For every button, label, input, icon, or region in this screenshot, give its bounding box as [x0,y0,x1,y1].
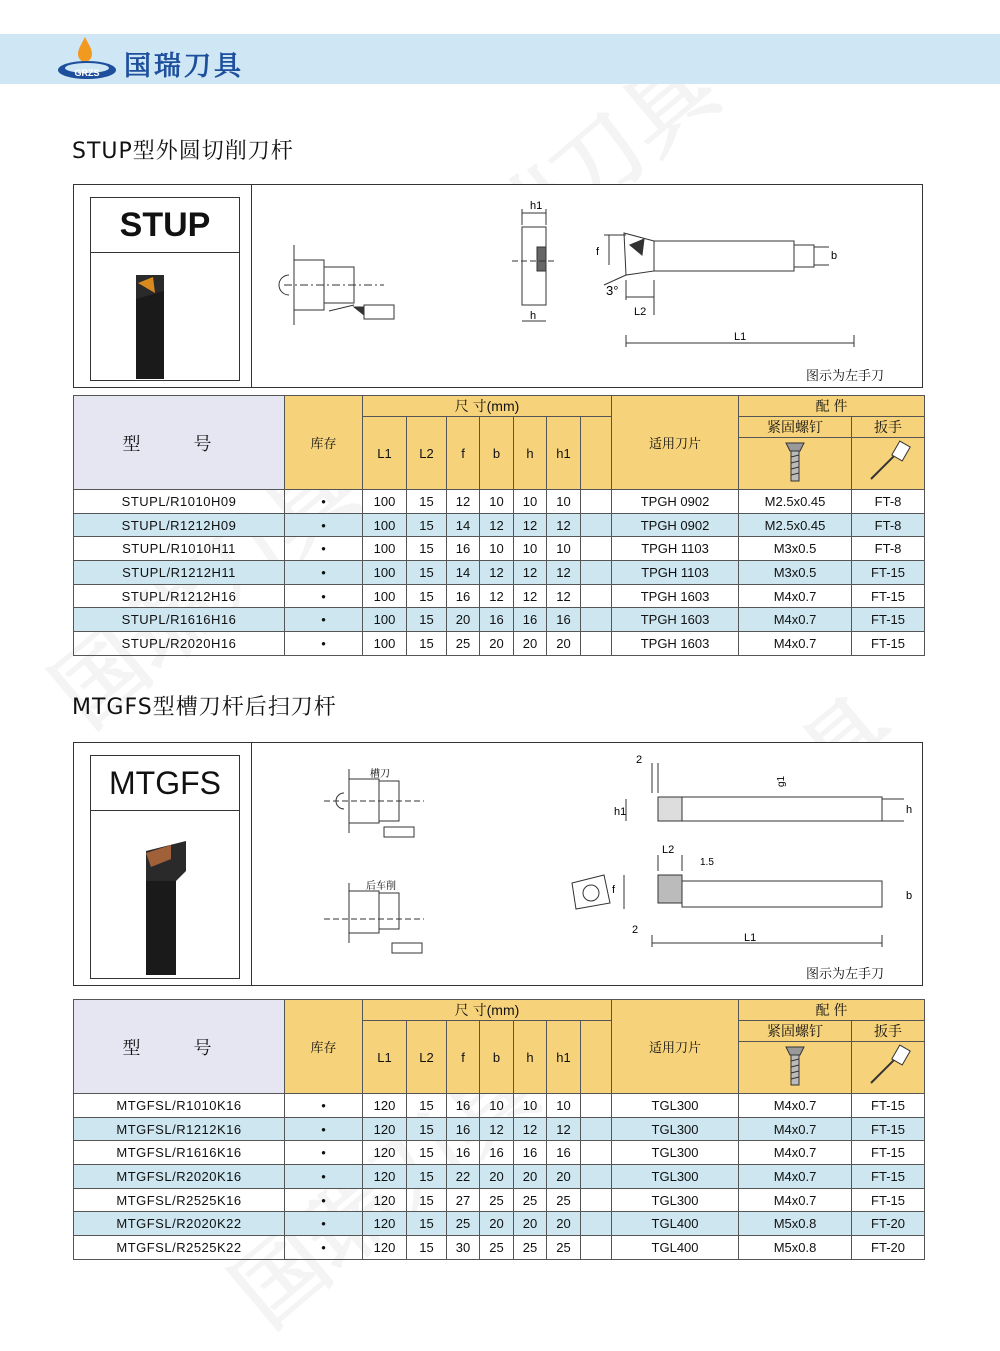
blank-cell [581,608,612,632]
parts-header: 配 件 [739,1000,925,1021]
cell-stock: • [285,1165,363,1189]
cell-wrench: FT-15 [852,1117,925,1141]
cell-stock: • [285,1141,363,1165]
col-b: b [480,417,514,490]
cell-b: 25 [480,1236,514,1260]
cell-l2: 15 [407,584,447,608]
cell-wrench: FT-15 [852,632,925,656]
svg-text:槽刀: 槽刀 [370,769,390,780]
cell-f: 16 [447,584,480,608]
cell-wrench: FT-15 [852,561,925,585]
col-l1: L1 [363,417,407,490]
cell-l1: 100 [363,584,407,608]
cell-f: 30 [447,1236,480,1260]
cell-h: 20 [514,1212,547,1236]
cell-insert: TPGH 0902 [612,513,739,537]
cell-screw: M3x0.5 [739,537,852,561]
col-h: h [514,1021,547,1094]
cell-screw: M5x0.8 [739,1212,852,1236]
cell-f: 14 [447,561,480,585]
company-logo [56,35,118,81]
cell-screw: M4x0.7 [739,1141,852,1165]
cell-screw: M2.5x0.45 [739,513,852,537]
col-l2: L2 [407,417,447,490]
cell-wrench: FT-15 [852,1141,925,1165]
size-header: 尺 寸(mm) [363,1000,612,1021]
cell-insert: TGL400 [612,1236,739,1260]
cell-f: 25 [447,1212,480,1236]
col-f: f [447,1021,480,1094]
cell-b: 20 [480,1212,514,1236]
mtgfs-name: MTGFS [91,756,239,811]
svg-text:GRZS: GRZS [74,68,100,78]
cell-b: 16 [480,608,514,632]
screw-header: 紧固螺钉 [739,1021,852,1042]
cell-stock: • [285,561,363,585]
cell-b: 12 [480,584,514,608]
svg-text:L2: L2 [662,844,675,856]
col-blank [581,1021,612,1094]
cell-wrench: FT-20 [852,1236,925,1260]
table-row [74,1165,925,1189]
svg-text:L1: L1 [744,932,757,944]
cell-wrench: FT-15 [852,608,925,632]
blank-cell [581,1236,612,1260]
cell-l2: 15 [407,537,447,561]
model-header: 型 号 [74,1000,285,1094]
cell-h1: 20 [547,1212,581,1236]
blank-cell [581,1117,612,1141]
cell-model: STUPL/R2020H16 [74,632,285,656]
svg-text:3°: 3° [606,283,619,298]
cell-insert: TPGH 1103 [612,561,739,585]
cell-l1: 120 [363,1212,407,1236]
svg-text:L2: L2 [634,306,647,318]
wrench-header: 扳手 [852,1021,925,1042]
cell-l2: 15 [407,513,447,537]
cell-model: MTGFSL/R1010K16 [74,1094,285,1118]
cell-h: 16 [514,608,547,632]
cell-wrench: FT-8 [852,513,925,537]
cell-insert: TPGH 1603 [612,608,739,632]
col-l2: L2 [407,1021,447,1094]
cell-l1: 100 [363,490,407,514]
cell-h: 12 [514,1117,547,1141]
table-row [74,608,925,632]
cell-stock: • [285,537,363,561]
wrench-icon-cell [852,1042,925,1094]
cell-f: 16 [447,1141,480,1165]
cell-screw: M4x0.7 [739,608,852,632]
cell-l2: 15 [407,1188,447,1212]
cell-l1: 100 [363,608,407,632]
cell-b: 10 [480,537,514,561]
cell-insert: TGL400 [612,1212,739,1236]
blank-cell [581,1188,612,1212]
col-h1: h1 [547,1021,581,1094]
cell-h1: 12 [547,1117,581,1141]
col-h: h [514,417,547,490]
table-row [74,1236,925,1260]
cell-insert: TGL300 [612,1094,739,1118]
cell-l2: 15 [407,632,447,656]
cell-model: MTGFSL/R2525K22 [74,1236,285,1260]
cell-b: 25 [480,1188,514,1212]
cell-stock: • [285,490,363,514]
table-row [74,1212,925,1236]
stup-figure-box [73,184,923,388]
cell-l2: 15 [407,1212,447,1236]
cell-wrench: FT-20 [852,1212,925,1236]
cell-f: 25 [447,632,480,656]
stup-name: STUP [91,198,239,253]
model-header: 型 号 [74,396,285,490]
cell-insert: TPGH 1603 [612,584,739,608]
cell-f: 20 [447,608,480,632]
wrench-header: 扳手 [852,417,925,438]
cell-l1: 120 [363,1141,407,1165]
cell-screw: M4x0.7 [739,1117,852,1141]
cell-l1: 120 [363,1094,407,1118]
cell-l2: 15 [407,1236,447,1260]
cell-stock: • [285,1117,363,1141]
col-h1: h1 [547,417,581,490]
cell-l1: 120 [363,1117,407,1141]
cell-b: 16 [480,1141,514,1165]
stup-spec-table [73,395,925,656]
svg-text:h1: h1 [614,806,627,818]
svg-text:2: 2 [636,754,643,766]
cell-b: 10 [480,1094,514,1118]
cell-model: STUPL/R1212H16 [74,584,285,608]
table-row [74,1188,925,1212]
cell-insert: TGL300 [612,1188,739,1212]
cell-stock: • [285,513,363,537]
cell-f: 16 [447,1117,480,1141]
parts-header: 配 件 [739,396,925,417]
blank-cell [581,513,612,537]
blank-cell [581,1212,612,1236]
cell-model: STUPL/R1212H11 [74,561,285,585]
cell-l1: 100 [363,513,407,537]
cell-b: 20 [480,1165,514,1189]
mtgfs-caption: 图示为左手刀 [805,967,884,982]
blank-cell [581,561,612,585]
table-row [74,561,925,585]
cell-h1: 25 [547,1188,581,1212]
cell-f: 16 [447,537,480,561]
cell-l1: 100 [363,537,407,561]
cell-h1: 10 [547,1094,581,1118]
cell-h1: 16 [547,608,581,632]
cell-h: 10 [514,537,547,561]
table-row [74,632,925,656]
cell-b: 12 [480,1117,514,1141]
svg-text:b: b [831,250,838,262]
col-l1: L1 [363,1021,407,1094]
cell-l2: 15 [407,561,447,585]
cell-insert: TGL300 [612,1117,739,1141]
table-row [74,1141,925,1165]
cell-h: 12 [514,561,547,585]
screw-icon-cell [739,1042,852,1094]
cell-l1: 120 [363,1188,407,1212]
cell-wrench: FT-15 [852,1188,925,1212]
insert-header: 适用刀片 [612,1000,739,1094]
cell-model: MTGFSL/R1616K16 [74,1141,285,1165]
table-row [74,490,925,514]
blank-cell [581,1141,612,1165]
cell-screw: M4x0.7 [739,1188,852,1212]
mtgfs-spec-table [73,999,925,1260]
col-f: f [447,417,480,490]
insert-header: 适用刀片 [612,396,739,490]
mtgfs-divider [251,743,252,985]
svg-text:f: f [596,246,600,258]
blank-cell [581,1165,612,1189]
cell-stock: • [285,584,363,608]
cell-wrench: FT-15 [852,1094,925,1118]
cell-l1: 100 [363,561,407,585]
col-b: b [480,1021,514,1094]
cell-f: 14 [447,513,480,537]
blank-cell [581,490,612,514]
cell-h1: 20 [547,632,581,656]
svg-text:2: 2 [632,924,639,936]
cell-h: 25 [514,1188,547,1212]
cell-screw: M4x0.7 [739,1094,852,1118]
cell-screw: M4x0.7 [739,1165,852,1189]
table-row [74,513,925,537]
table-row [74,584,925,608]
cell-model: STUPL/R1010H09 [74,490,285,514]
cell-h: 25 [514,1236,547,1260]
stup-name-box [90,197,240,381]
blank-cell [581,632,612,656]
svg-text:L1: L1 [734,331,747,343]
cell-h: 10 [514,490,547,514]
cell-h: 10 [514,1094,547,1118]
cell-h: 20 [514,1165,547,1189]
cell-model: MTGFSL/R1212K16 [74,1117,285,1141]
stup-divider [251,185,252,387]
cell-l2: 15 [407,1165,447,1189]
blank-cell [581,584,612,608]
wrench-icon-cell [852,438,925,490]
cell-screw: M2.5x0.45 [739,490,852,514]
svg-text:b: b [906,890,913,902]
cell-h1: 16 [547,1141,581,1165]
cell-f: 22 [447,1165,480,1189]
mtgfs-name-box [90,755,240,979]
cell-l1: 120 [363,1236,407,1260]
cell-h: 12 [514,513,547,537]
cell-insert: TGL300 [612,1141,739,1165]
svg-text:h: h [906,804,913,816]
wrench-icon [863,439,913,485]
stup-tool-photo [91,253,239,379]
cell-wrench: FT-8 [852,537,925,561]
cell-wrench: FT-8 [852,490,925,514]
cell-model: STUPL/R1616H16 [74,608,285,632]
cell-stock: • [285,1094,363,1118]
section-title-stup: STUP型外圆切削刀杆 [72,139,294,164]
cell-stock: • [285,1236,363,1260]
cell-l2: 15 [407,1094,447,1118]
cell-h: 12 [514,584,547,608]
cell-l2: 15 [407,1141,447,1165]
cell-l1: 100 [363,632,407,656]
stup-drawing [254,185,914,385]
cell-insert: TGL300 [612,1165,739,1189]
cell-f: 27 [447,1188,480,1212]
stock-header: 库存 [285,1000,363,1094]
svg-text:h1: h1 [530,200,543,212]
stup-caption: 图示为左手刀 [805,369,884,384]
screw-header: 紧固螺钉 [739,417,852,438]
cell-h: 20 [514,632,547,656]
cell-h1: 25 [547,1236,581,1260]
mtgfs-figure-box [73,742,923,986]
cell-b: 20 [480,632,514,656]
table-row [74,1094,925,1118]
mtgfs-drawing [254,743,914,983]
cell-screw: M5x0.8 [739,1236,852,1260]
cell-h1: 12 [547,561,581,585]
cell-stock: • [285,632,363,656]
cell-l2: 15 [407,608,447,632]
svg-text:1.5: 1.5 [700,857,714,868]
cell-stock: • [285,1212,363,1236]
cell-b: 12 [480,513,514,537]
cell-stock: • [285,608,363,632]
svg-text:g1: g1 [776,775,787,787]
blank-cell [581,537,612,561]
cell-h1: 12 [547,513,581,537]
stock-header: 库存 [285,396,363,490]
size-header: 尺 寸(mm) [363,396,612,417]
cell-b: 10 [480,490,514,514]
cell-model: STUPL/R1212H09 [74,513,285,537]
cell-screw: M3x0.5 [739,561,852,585]
screw-icon [783,441,807,483]
cell-h1: 20 [547,1165,581,1189]
mtgfs-tool-photo [91,811,239,977]
svg-text:f: f [612,884,616,896]
cell-l2: 15 [407,1117,447,1141]
cell-h1: 10 [547,537,581,561]
cell-model: MTGFSL/R2020K22 [74,1212,285,1236]
cell-insert: TPGH 1103 [612,537,739,561]
cell-model: MTGFSL/R2525K16 [74,1188,285,1212]
cell-h: 16 [514,1141,547,1165]
cell-wrench: FT-15 [852,584,925,608]
screw-icon-cell [739,438,852,490]
cell-h1: 10 [547,490,581,514]
brand-name: 国瑞刀具 [124,51,244,82]
cell-l1: 120 [363,1165,407,1189]
cell-f: 16 [447,1094,480,1118]
cell-model: STUPL/R1010H11 [74,537,285,561]
col-blank [581,417,612,490]
cell-wrench: FT-15 [852,1165,925,1189]
svg-text:h: h [530,310,537,322]
table-row [74,1117,925,1141]
cell-h1: 12 [547,584,581,608]
cell-screw: M4x0.7 [739,584,852,608]
cell-stock: • [285,1188,363,1212]
table-row [74,537,925,561]
cell-l2: 15 [407,490,447,514]
wrench-icon [863,1043,913,1089]
cell-model: MTGFSL/R2020K16 [74,1165,285,1189]
screw-icon [783,1045,807,1087]
cell-insert: TPGH 1603 [612,632,739,656]
cell-b: 12 [480,561,514,585]
section-title-mtgfs: MTGFS型槽刀杆后扫刀杆 [72,695,337,720]
cell-f: 12 [447,490,480,514]
cell-screw: M4x0.7 [739,632,852,656]
blank-cell [581,1094,612,1118]
cell-insert: TPGH 0902 [612,490,739,514]
svg-text:后车削: 后车削 [366,881,396,892]
